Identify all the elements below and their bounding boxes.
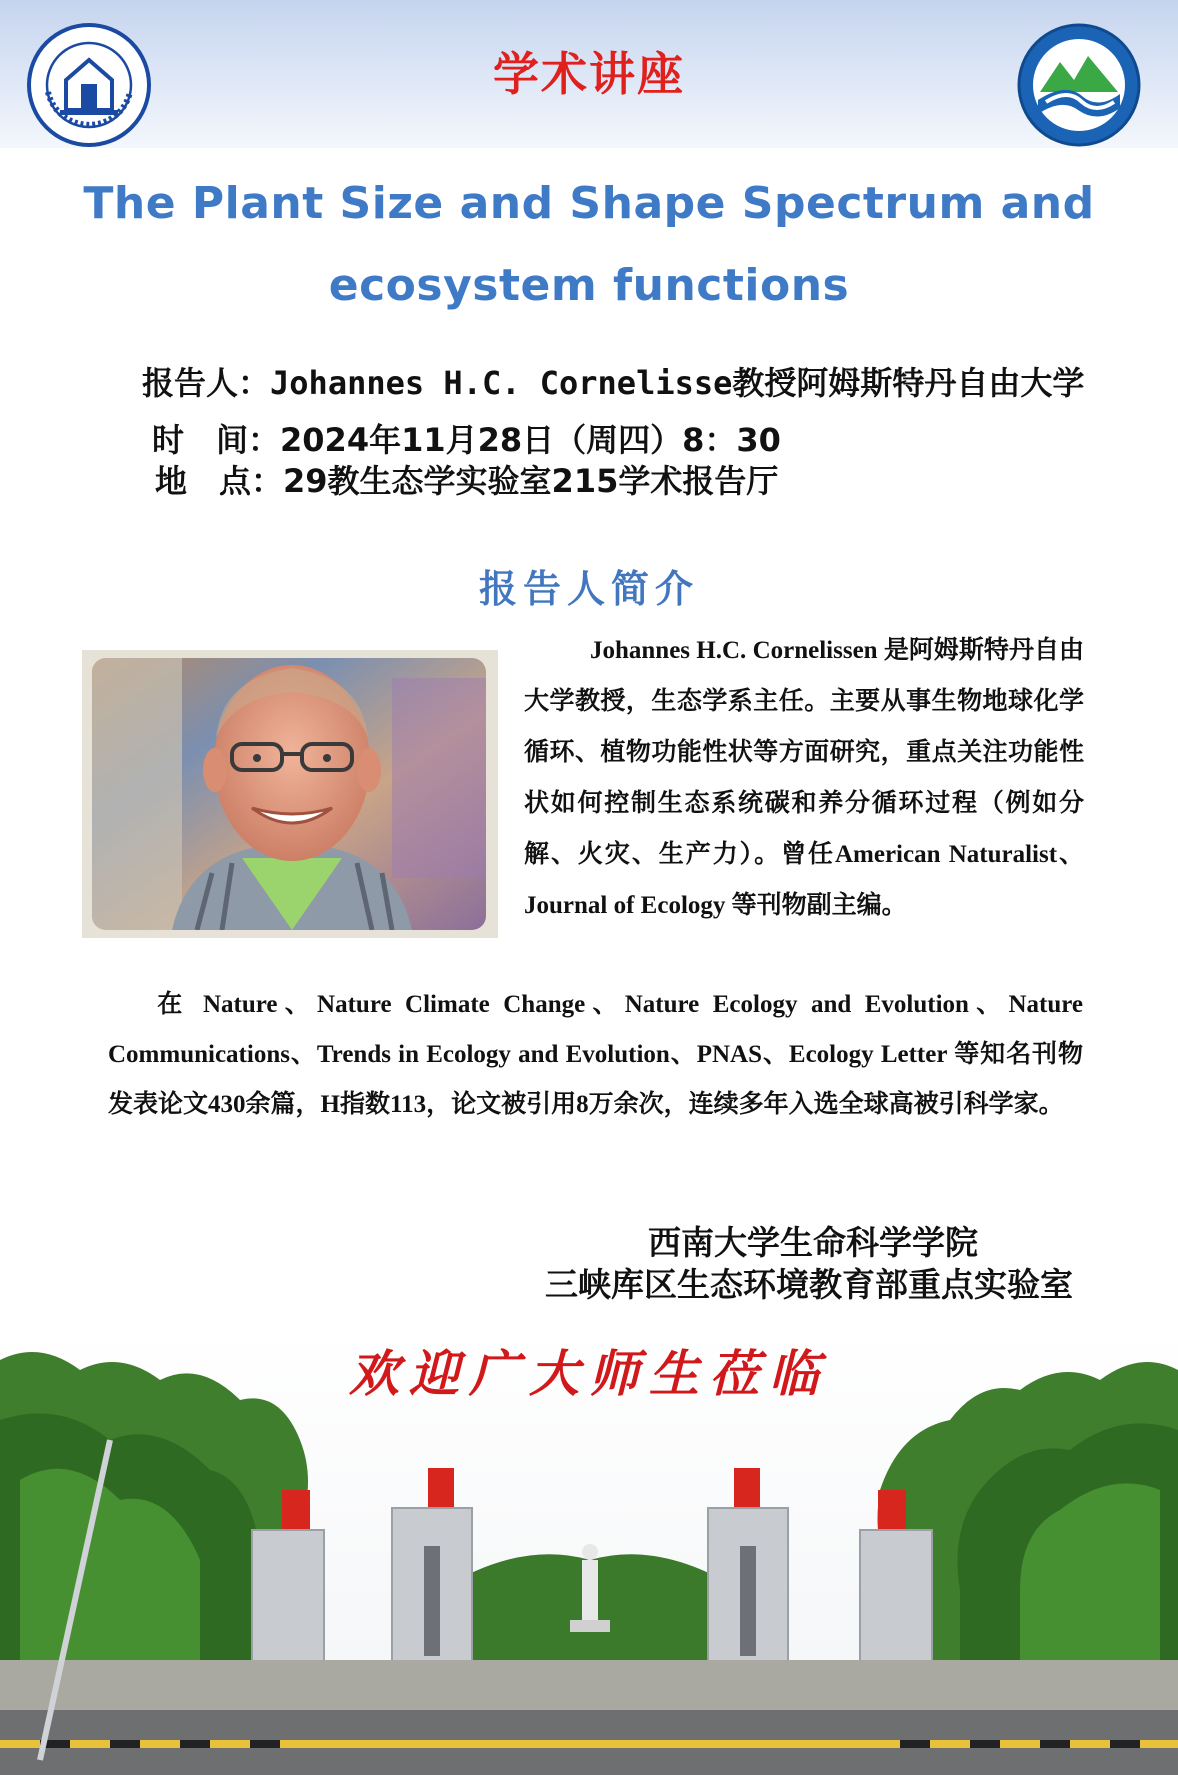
profile-section-title: 报告人简介 (478, 567, 699, 611)
speaker-label: 报告人： (142, 364, 271, 402)
lecture-title-line1: The Plant Size and Shape Spectrum and (83, 178, 1095, 229)
lecture-title-line2: ecosystem functions (328, 260, 850, 311)
speaker-photo-frame (82, 650, 498, 938)
organizer-line2: 三峡库区生态环境教育部重点实验室 (545, 1265, 1073, 1304)
speaker-photo (92, 658, 486, 930)
time-line (152, 415, 781, 461)
speaker-bio-text: Johannes H.C. Cornelissen 是阿姆斯特丹自由大学教授，生态学系主任。主要从事生物地球化学循环、植物功能性状等方面研究，重点关注功能性状如何控制生态系统碳和养分循环过程（例如分解、火灾、生产力）。曾任American Naturalist、 Journal of Ecology 等刊物副主编。 (524, 637, 1084, 919)
time-label: 时 间： (152, 421, 281, 459)
welcome-slogan: 欢迎广大师生莅临 (349, 1344, 829, 1403)
speaker-publications (108, 980, 1083, 1130)
speaker-value: Johannes H.C. Cornelisse教授阿姆斯特丹自由大学 (270, 364, 1085, 402)
header-title: 学术讲座 (493, 47, 685, 101)
place-line (155, 456, 778, 502)
speaker-bio (524, 625, 1084, 931)
time-value: 2024年11月28日（周四）8：30 (280, 421, 781, 459)
place-label: 地 点： (155, 462, 284, 500)
three-gorges-lab-logo (1016, 22, 1142, 148)
place-value: 29教生态学实验室215学术报告厅 (283, 462, 779, 500)
header-banner (0, 0, 1178, 148)
organizer-line1: 西南大学生命科学学院 (648, 1223, 978, 1262)
speaker-line (142, 358, 1084, 404)
speaker-publications-text: 在 Nature、Nature Climate Change、Nature Ecology and Evolution、Nature Communications、Trends in Ecology and Evolution、PNAS、Ecology Letter 等知名刊物发表论文430余篇，H指数113，论文被引用8万余次，连续多年入选全球高被引科学家。 (108, 991, 1083, 1118)
